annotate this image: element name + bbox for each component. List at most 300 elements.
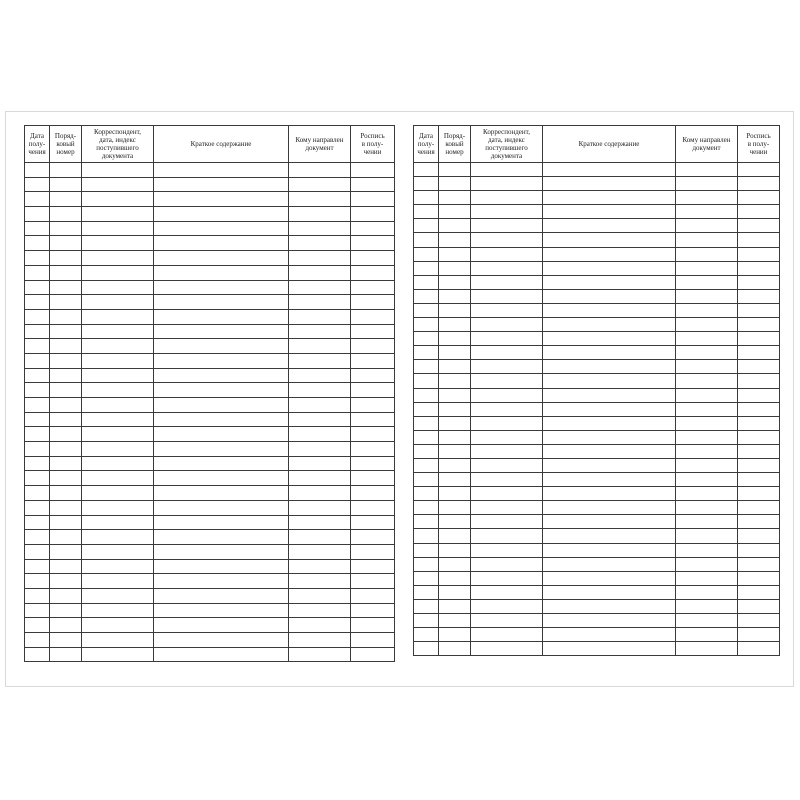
cell-correspondent xyxy=(471,628,543,642)
cell-correspondent xyxy=(471,402,543,416)
cell-correspondent xyxy=(471,444,543,458)
cell-sent-to xyxy=(676,458,738,472)
cell-summary xyxy=(543,374,676,388)
cell-summary xyxy=(543,388,676,402)
cell-sent-to xyxy=(289,398,351,413)
cell-sent-to xyxy=(676,444,738,458)
cell-correspondent xyxy=(471,275,543,289)
cell-sent-to xyxy=(676,360,738,374)
cell-signature xyxy=(351,251,395,266)
cell-date-received xyxy=(25,559,50,574)
cell-signature xyxy=(351,618,395,633)
cell-summary xyxy=(154,588,289,603)
cell-sent-to xyxy=(289,588,351,603)
cell-date-received xyxy=(414,628,439,642)
cell-date-received xyxy=(414,303,439,317)
cell-correspondent xyxy=(471,191,543,205)
cell-summary xyxy=(543,416,676,430)
cell-serial-number xyxy=(439,487,471,501)
cell-serial-number xyxy=(439,473,471,487)
cell-date-received xyxy=(414,430,439,444)
cell-summary xyxy=(154,633,289,648)
cell-correspondent xyxy=(471,346,543,360)
cell-date-received xyxy=(25,368,50,383)
table-row xyxy=(25,544,395,559)
cell-correspondent xyxy=(471,585,543,599)
table-row xyxy=(25,368,395,383)
table-row xyxy=(414,430,780,444)
cell-serial-number xyxy=(439,571,471,585)
cell-correspondent xyxy=(471,388,543,402)
table-row xyxy=(25,339,395,354)
cell-signature xyxy=(738,515,780,529)
header-row xyxy=(25,126,395,163)
cell-sent-to xyxy=(676,529,738,543)
cell-date-received xyxy=(25,280,50,295)
cell-date-received xyxy=(25,588,50,603)
cell-serial-number xyxy=(50,559,82,574)
cell-summary xyxy=(543,557,676,571)
table-row xyxy=(25,530,395,545)
cell-date-received xyxy=(414,501,439,515)
cell-signature xyxy=(738,416,780,430)
cell-sent-to xyxy=(289,339,351,354)
cell-correspondent xyxy=(82,647,154,662)
cell-correspondent xyxy=(82,456,154,471)
cell-sent-to xyxy=(289,368,351,383)
cell-date-received xyxy=(25,647,50,662)
cell-serial-number xyxy=(50,633,82,648)
cell-sent-to xyxy=(289,456,351,471)
cell-correspondent xyxy=(82,236,154,251)
table-row xyxy=(25,280,395,295)
cell-correspondent xyxy=(82,221,154,236)
cell-date-received xyxy=(414,543,439,557)
cell-serial-number xyxy=(50,544,82,559)
cell-sent-to xyxy=(289,618,351,633)
table-row xyxy=(414,585,780,599)
cell-correspondent xyxy=(82,339,154,354)
cell-sent-to xyxy=(676,374,738,388)
cell-sent-to xyxy=(676,557,738,571)
cell-date-received xyxy=(25,412,50,427)
cell-signature xyxy=(351,324,395,339)
cell-date-received xyxy=(25,486,50,501)
cell-signature xyxy=(351,515,395,530)
cell-serial-number xyxy=(50,251,82,266)
cell-sent-to xyxy=(676,191,738,205)
cell-summary xyxy=(154,647,289,662)
cell-summary xyxy=(154,324,289,339)
cell-signature xyxy=(738,599,780,613)
cell-correspondent xyxy=(82,295,154,310)
cell-signature xyxy=(738,233,780,247)
column-header-signature: Роспись в полу- чении xyxy=(738,126,780,163)
cell-signature xyxy=(738,360,780,374)
table-row xyxy=(414,473,780,487)
cell-summary xyxy=(154,280,289,295)
cell-correspondent xyxy=(82,544,154,559)
cell-summary xyxy=(543,585,676,599)
cell-serial-number xyxy=(50,647,82,662)
cell-correspondent xyxy=(471,487,543,501)
cell-sent-to xyxy=(676,247,738,261)
table-row xyxy=(25,236,395,251)
table-row xyxy=(414,487,780,501)
cell-serial-number xyxy=(439,628,471,642)
cell-date-received xyxy=(414,163,439,177)
table-row xyxy=(414,557,780,571)
cell-serial-number xyxy=(439,233,471,247)
cell-serial-number xyxy=(439,219,471,233)
cell-summary xyxy=(154,618,289,633)
cell-summary xyxy=(543,599,676,613)
cell-date-received xyxy=(414,346,439,360)
cell-date-received xyxy=(414,233,439,247)
cell-date-received xyxy=(414,585,439,599)
cell-summary xyxy=(154,456,289,471)
cell-correspondent xyxy=(471,332,543,346)
cell-serial-number xyxy=(439,585,471,599)
cell-signature xyxy=(738,501,780,515)
cell-signature xyxy=(351,295,395,310)
cell-date-received xyxy=(25,236,50,251)
cell-serial-number xyxy=(50,177,82,192)
cell-correspondent xyxy=(471,599,543,613)
cell-date-received xyxy=(414,219,439,233)
cell-summary xyxy=(154,383,289,398)
cell-correspondent xyxy=(82,383,154,398)
cell-summary xyxy=(543,473,676,487)
table-row xyxy=(414,303,780,317)
left-page-table xyxy=(24,125,395,662)
cell-correspondent xyxy=(82,280,154,295)
cell-serial-number xyxy=(50,236,82,251)
cell-serial-number xyxy=(439,515,471,529)
cell-date-received xyxy=(414,332,439,346)
table-row xyxy=(25,353,395,368)
cell-summary xyxy=(154,515,289,530)
cell-correspondent xyxy=(82,368,154,383)
cell-date-received xyxy=(414,642,439,656)
cell-sent-to xyxy=(289,471,351,486)
cell-serial-number xyxy=(439,402,471,416)
table-row xyxy=(414,402,780,416)
journal-spread xyxy=(5,111,794,687)
cell-date-received xyxy=(414,318,439,332)
table-row xyxy=(414,628,780,642)
column-header-summary: Краткое содержание xyxy=(154,126,289,163)
column-header-sent-to: Кому направлен документ xyxy=(289,126,351,163)
cell-signature xyxy=(738,402,780,416)
table-row xyxy=(25,515,395,530)
cell-serial-number xyxy=(439,430,471,444)
cell-serial-number xyxy=(50,427,82,442)
cell-sent-to xyxy=(289,177,351,192)
cell-sent-to xyxy=(676,289,738,303)
cell-summary xyxy=(154,486,289,501)
cell-date-received xyxy=(25,456,50,471)
cell-signature xyxy=(738,430,780,444)
cell-signature xyxy=(738,303,780,317)
cell-summary xyxy=(543,614,676,628)
cell-sent-to xyxy=(289,324,351,339)
cell-signature xyxy=(351,221,395,236)
cell-summary xyxy=(154,207,289,222)
cell-sent-to xyxy=(289,530,351,545)
cell-date-received xyxy=(414,360,439,374)
cell-summary xyxy=(543,642,676,656)
cell-serial-number xyxy=(439,642,471,656)
cell-date-received xyxy=(414,416,439,430)
cell-summary xyxy=(154,309,289,324)
cell-serial-number xyxy=(439,416,471,430)
cell-correspondent xyxy=(471,571,543,585)
cell-summary xyxy=(543,571,676,585)
cell-signature xyxy=(738,247,780,261)
cell-signature xyxy=(351,633,395,648)
cell-signature xyxy=(738,529,780,543)
table-row xyxy=(25,177,395,192)
cell-date-received xyxy=(414,571,439,585)
cell-date-received xyxy=(25,515,50,530)
cell-serial-number xyxy=(50,280,82,295)
cell-date-received xyxy=(25,353,50,368)
cell-signature xyxy=(351,368,395,383)
cell-summary xyxy=(543,487,676,501)
cell-serial-number xyxy=(439,444,471,458)
header-row xyxy=(414,126,780,163)
table-row xyxy=(25,192,395,207)
table-row xyxy=(25,456,395,471)
column-header-date-received: Дата полу- чения xyxy=(25,126,50,163)
table-row xyxy=(25,251,395,266)
cell-serial-number xyxy=(439,614,471,628)
right-page-rows xyxy=(414,163,780,656)
cell-date-received xyxy=(414,529,439,543)
cell-signature xyxy=(738,571,780,585)
table-row xyxy=(414,642,780,656)
cell-summary xyxy=(154,442,289,457)
cell-summary xyxy=(154,471,289,486)
cell-correspondent xyxy=(82,618,154,633)
table-row xyxy=(414,163,780,177)
cell-date-received xyxy=(414,515,439,529)
table-row xyxy=(25,588,395,603)
cell-summary xyxy=(154,177,289,192)
cell-sent-to xyxy=(676,571,738,585)
table-row xyxy=(414,289,780,303)
table-row xyxy=(25,559,395,574)
cell-sent-to xyxy=(289,207,351,222)
cell-summary xyxy=(543,360,676,374)
table-row xyxy=(414,191,780,205)
cell-signature xyxy=(351,471,395,486)
column-header-serial-number: Поряд- ковый номер xyxy=(50,126,82,163)
cell-serial-number xyxy=(50,163,82,178)
cell-sent-to xyxy=(676,402,738,416)
cell-date-received xyxy=(25,618,50,633)
cell-signature xyxy=(351,383,395,398)
cell-serial-number xyxy=(439,177,471,191)
table-row xyxy=(25,633,395,648)
cell-correspondent xyxy=(82,412,154,427)
cell-sent-to xyxy=(676,346,738,360)
cell-correspondent xyxy=(471,374,543,388)
cell-serial-number xyxy=(439,360,471,374)
cell-correspondent xyxy=(471,642,543,656)
cell-correspondent xyxy=(82,603,154,618)
cell-serial-number xyxy=(439,599,471,613)
cell-date-received xyxy=(414,614,439,628)
cell-date-received xyxy=(25,383,50,398)
cell-correspondent xyxy=(471,473,543,487)
cell-date-received xyxy=(414,599,439,613)
cell-sent-to xyxy=(676,177,738,191)
cell-correspondent xyxy=(82,574,154,589)
cell-sent-to xyxy=(289,544,351,559)
cell-summary xyxy=(154,500,289,515)
cell-signature xyxy=(351,427,395,442)
table-row xyxy=(25,427,395,442)
cell-sent-to xyxy=(289,353,351,368)
cell-serial-number xyxy=(439,247,471,261)
cell-summary xyxy=(154,353,289,368)
table-row xyxy=(25,471,395,486)
cell-date-received xyxy=(414,458,439,472)
cell-summary xyxy=(154,339,289,354)
table-row xyxy=(414,458,780,472)
cell-signature xyxy=(738,458,780,472)
cell-serial-number xyxy=(439,374,471,388)
cell-date-received xyxy=(414,247,439,261)
cell-signature xyxy=(738,346,780,360)
left-page-rows xyxy=(25,163,395,662)
table-row xyxy=(25,500,395,515)
cell-serial-number xyxy=(439,332,471,346)
cell-sent-to xyxy=(289,647,351,662)
cell-serial-number xyxy=(439,318,471,332)
cell-signature xyxy=(351,486,395,501)
cell-signature xyxy=(738,275,780,289)
cell-signature xyxy=(351,574,395,589)
cell-summary xyxy=(154,163,289,178)
cell-signature xyxy=(738,177,780,191)
table-row xyxy=(414,233,780,247)
cell-serial-number xyxy=(50,471,82,486)
cell-correspondent xyxy=(471,430,543,444)
cell-summary xyxy=(154,559,289,574)
cell-signature xyxy=(351,353,395,368)
table-row xyxy=(414,599,780,613)
cell-serial-number xyxy=(50,588,82,603)
cell-signature xyxy=(738,219,780,233)
cell-sent-to xyxy=(676,332,738,346)
table-row xyxy=(25,486,395,501)
cell-summary xyxy=(154,427,289,442)
table-row xyxy=(25,207,395,222)
cell-sent-to xyxy=(289,265,351,280)
cell-sent-to xyxy=(289,500,351,515)
cell-signature xyxy=(738,289,780,303)
cell-correspondent xyxy=(471,163,543,177)
cell-summary xyxy=(543,318,676,332)
cell-correspondent xyxy=(82,398,154,413)
cell-signature xyxy=(738,543,780,557)
cell-signature xyxy=(351,339,395,354)
cell-sent-to xyxy=(676,275,738,289)
cell-correspondent xyxy=(82,471,154,486)
cell-sent-to xyxy=(676,628,738,642)
cell-summary xyxy=(154,236,289,251)
cell-correspondent xyxy=(82,442,154,457)
cell-date-received xyxy=(414,444,439,458)
cell-correspondent xyxy=(82,500,154,515)
table-row xyxy=(25,295,395,310)
cell-summary xyxy=(543,261,676,275)
cell-date-received xyxy=(414,557,439,571)
cell-signature xyxy=(738,614,780,628)
cell-sent-to xyxy=(289,412,351,427)
table-row xyxy=(414,346,780,360)
cell-sent-to xyxy=(676,599,738,613)
cell-sent-to xyxy=(676,430,738,444)
cell-summary xyxy=(154,398,289,413)
table-row xyxy=(414,318,780,332)
cell-signature xyxy=(738,473,780,487)
table-row xyxy=(414,388,780,402)
cell-signature xyxy=(351,500,395,515)
cell-sent-to xyxy=(676,416,738,430)
cell-sent-to xyxy=(289,236,351,251)
cell-date-received xyxy=(25,471,50,486)
cell-correspondent xyxy=(471,360,543,374)
cell-sent-to xyxy=(676,642,738,656)
table-row xyxy=(25,309,395,324)
cell-date-received xyxy=(25,163,50,178)
cell-correspondent xyxy=(471,614,543,628)
cell-date-received xyxy=(25,574,50,589)
cell-summary xyxy=(154,265,289,280)
column-header-summary: Краткое содержание xyxy=(543,126,676,163)
cell-summary xyxy=(543,177,676,191)
cell-signature xyxy=(351,544,395,559)
cell-signature xyxy=(738,628,780,642)
cell-summary xyxy=(543,191,676,205)
cell-signature xyxy=(351,309,395,324)
cell-summary xyxy=(154,412,289,427)
cell-date-received xyxy=(414,374,439,388)
cell-correspondent xyxy=(82,309,154,324)
cell-serial-number xyxy=(50,339,82,354)
cell-date-received xyxy=(414,275,439,289)
column-header-signature: Роспись в полу- чении xyxy=(351,126,395,163)
cell-serial-number xyxy=(439,205,471,219)
cell-date-received xyxy=(25,603,50,618)
cell-sent-to xyxy=(289,486,351,501)
table-row xyxy=(414,261,780,275)
cell-date-received xyxy=(25,530,50,545)
cell-correspondent xyxy=(471,247,543,261)
table-row xyxy=(414,219,780,233)
cell-serial-number xyxy=(439,346,471,360)
cell-sent-to xyxy=(676,205,738,219)
cell-date-received xyxy=(414,388,439,402)
cell-signature xyxy=(738,205,780,219)
table-row xyxy=(414,247,780,261)
cell-date-received xyxy=(25,192,50,207)
cell-summary xyxy=(154,544,289,559)
